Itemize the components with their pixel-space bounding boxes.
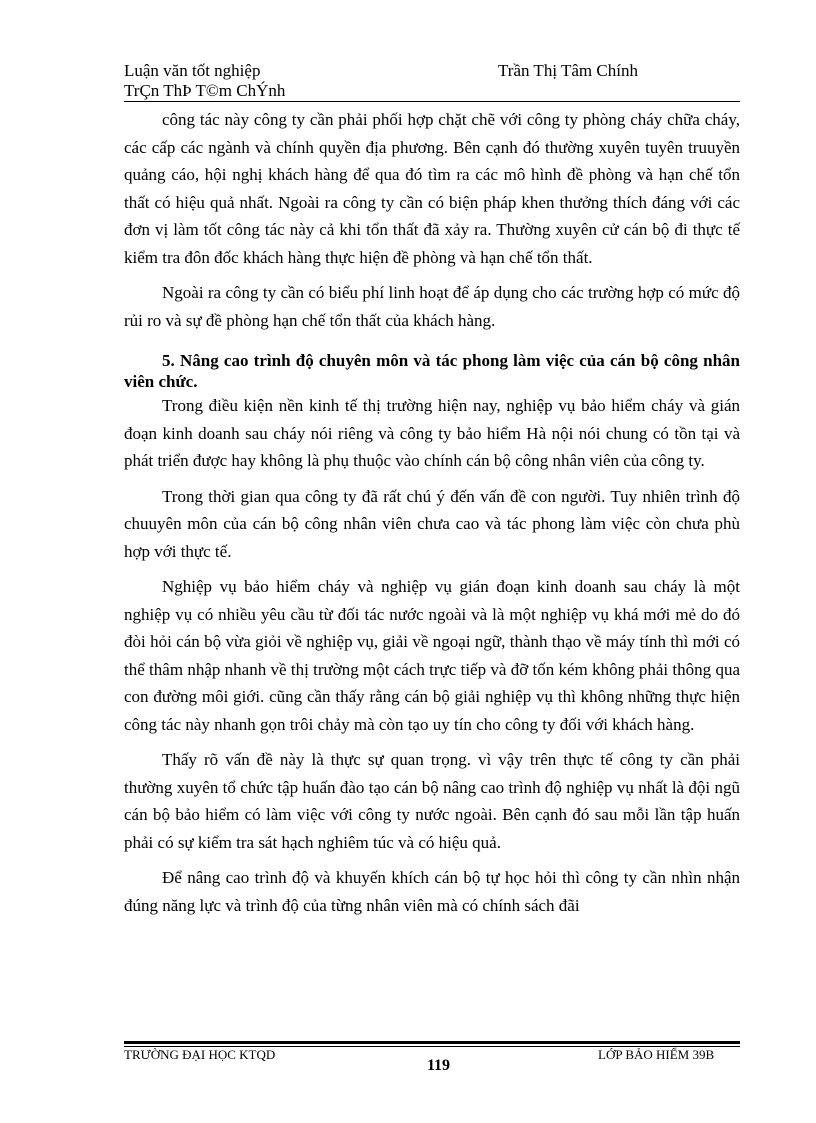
footer-university: TRƯỜNG ĐẠI HỌC KTQD <box>124 1047 276 1062</box>
paragraph-1: công tác này công ty cần phải phối hợp chặt chẽ với công ty phòng cháy chữa cháy, các cấp các ngành và chính quyền địa phương. Bên cạnh đó thường xuyên tuyên truuyền quảng cáo, hội nghị khách hàng để qua đó tìm ra các mô hình đề phòng và hạn chế tổn thất có hiệu quả nhất. Ngoài ra công ty cần có biện pháp khen thưởng thích đáng với các đơn vị làm tốt công tác này cả khi tổn thất đã xảy ra. Thường xuyên cử cán bộ đi thực tế kiểm tra đôn đốc khách hàng thực hiện đề phòng và hạn chế tổn thất. <box>124 110 740 267</box>
page-number: 119 <box>426 1057 451 1074</box>
header-rule <box>124 101 740 102</box>
paragraph-2: Ngoài ra công ty cần có biểu phí linh hoạt để áp dụng cho các trường hợp có mức độ rủi ro và sự đề phòng hạn chế tổn thất của khách hàng. <box>124 283 740 330</box>
footer-rule-thick <box>124 1041 740 1044</box>
body-text <box>124 106 740 927</box>
section-heading: 5. Nâng cao trình độ chuyên môn và tác phong làm việc của cán bộ công nhân viên chức. <box>124 351 740 391</box>
header-author-name: Trần Thị Tâm Chính <box>498 61 638 80</box>
paragraph-6: Thấy rõ vấn đề này là thực sự quan trọng. vì vậy trên thực tế công ty cần phải thường xuyên tổ chức tập huấn đào tạo cán bộ nâng cao trình độ nghiệp vụ nhất là đội ngũ cán bộ bảo hiểm có làm việc với công ty nước ngoài. Bên cạnh đó sau mỗi lần tập huấn phải có sự kiểm tra sát hạch nghiêm túc và có hiệu quả. <box>124 750 740 852</box>
paragraph-4: Trong thời gian qua công ty đã rất chú ý đến vấn đề con người. Tuy nhiên trình độ chuuyên môn của cán bộ công nhân viên chưa cao và tác phong làm việc còn chưa phù hợp với thực tế. <box>124 486 740 561</box>
footer-class: LỚP BẢO HIỂM 39B <box>598 1047 715 1062</box>
paragraph-7: Để nâng cao trình độ và khuyến khích cán bộ tự học hỏi thì công ty cần nhìn nhận đúng năng lực và trình độ của từng nhân viên mà có chính sách đãi <box>124 868 740 915</box>
header-author-garbled: TrÇn ThÞ T©m ChÝnh <box>124 81 286 100</box>
paragraph-3: Trong điều kiện nền kinh tế thị trường hiện nay, nghiệp vụ bảo hiểm cháy và gián đoạn kinh doanh sau cháy nói riêng và công ty bảo hiểm Hà nội nói chung có tồn tại và phát triển được hay không là phụ thuộc vào chính cán bộ công nhân viên của công ty. <box>124 396 740 470</box>
paragraph-5: Nghiệp vụ bảo hiểm cháy và nghiệp vụ gián đoạn kinh doanh sau cháy là một nghiệp vụ có nhiều yêu cầu từ đối tác nước ngoài và là một nghiệp vụ khá mới mẻ do đó đòi hỏi cán bộ vừa giỏi về nghiệp vụ, giải về ngoại ngữ, thành thạo về máy tính thì mới có thể thâm nhập nhanh về thị trường một cách trực tiếp và đỡ tốn kém không phải thông qua con đường môi giới. cũng cần thấy rằng cán bộ giải nghiệp vụ thì không những thực hiện công tác này nhanh gọn trôi chảy mà còn tạo uy tín cho công ty đối với khách hàng. <box>124 577 740 734</box>
header-thesis-title: Luận văn tốt nghiệp <box>124 61 261 80</box>
